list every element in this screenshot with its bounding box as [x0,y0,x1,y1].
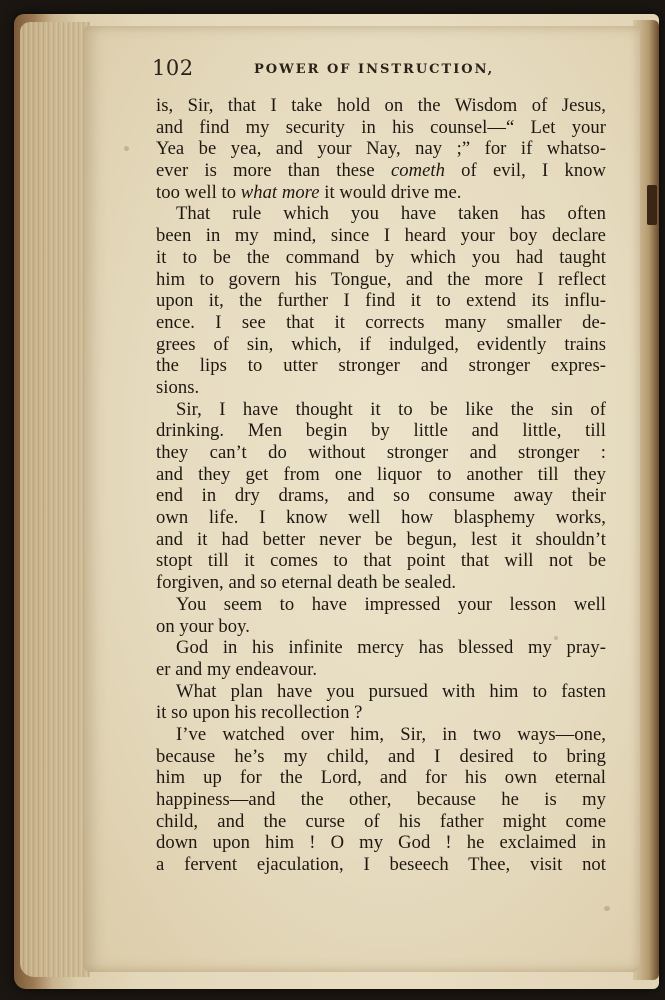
text-line: is, Sir, that I take hold on the Wisdom of Jesus, [156,95,606,116]
text-line: forgiven, and so eternal death be sealed. [156,572,457,594]
text-line: sions. [156,376,200,398]
text-line: stopt till it comes to that point that will not be [156,550,606,572]
text-line: and it had better never be begun, lest it shouldn’t [156,528,606,550]
text-line: I’ve watched over him, Sir, in two ways—one, [176,723,606,745]
page-number: 102 [152,56,194,80]
text-line: end in dry drams, and so consume away their [156,485,606,507]
text-line: they can’t do without stronger and stronger : [156,442,606,463]
text-line: God in his infinite mercy has blessed my pray- [176,637,606,659]
text-line: and find my security in his counsel—“ Let your [156,116,606,138]
running-head: POWER OF INSTRUCTION, [254,62,495,77]
text-line: child, and the curse of his father might come [156,810,606,832]
text-line: er and my endeavour. [156,658,318,680]
text-line: happiness—and the other, because he is my [156,789,606,810]
text-line: ever is more than these cometh of evil, I know [156,160,606,182]
text-line: too well to what more it would drive me. [156,181,462,203]
page-header [152,56,612,86]
text-line: him to govern his Tongue, and the more I reflect [156,268,606,290]
text-line: ence. I see that it corrects many smaller de- [156,311,606,333]
text-line: the lips to utter stronger and stronger expres- [156,355,606,377]
text-line: it so upon his recollection ? [156,702,363,724]
text-line: Sir, I have thought it to be like the sin of [176,398,606,420]
text-line: because he’s my child, and I desired to bring [156,745,606,767]
text-line: You seem to have impressed your lesson well [176,593,606,615]
text-line: What plan have you pursued with him to fasten [176,680,606,702]
text-line: upon it, the further I find it to extend its influ- [156,290,606,312]
text-line: and they get from one liquor to another till they [156,463,606,485]
paper-speckle [124,146,129,151]
text-line: Yea be yea, and your Nay, nay ;” for if whatso- [156,138,606,160]
text-line: on your boy. [156,615,250,637]
text-line: drinking. Men begin by little and little, till [156,420,606,442]
text-line: That rule which you have taken has often [176,203,606,225]
text-line: him up for the Lord, and for his own eternal [156,767,606,789]
text-line: been in my mind, since I heard your boy declare [156,225,606,247]
text-line: it to be the command by which you had taught [156,246,606,268]
spine-bookmark [647,185,657,225]
text-line: own life. I know well how blasphemy works, [156,507,606,529]
text-line: grees of sin, which, if indulged, evidently trains [156,333,606,355]
stacked-page-edges [20,22,90,977]
paper-speckle [604,906,610,911]
text-line: a fervent ejaculation, I beseech Thee, visit not [156,854,606,876]
body-text [156,95,606,876]
text-line: down upon him ! O my God ! he exclaimed in [156,832,606,854]
